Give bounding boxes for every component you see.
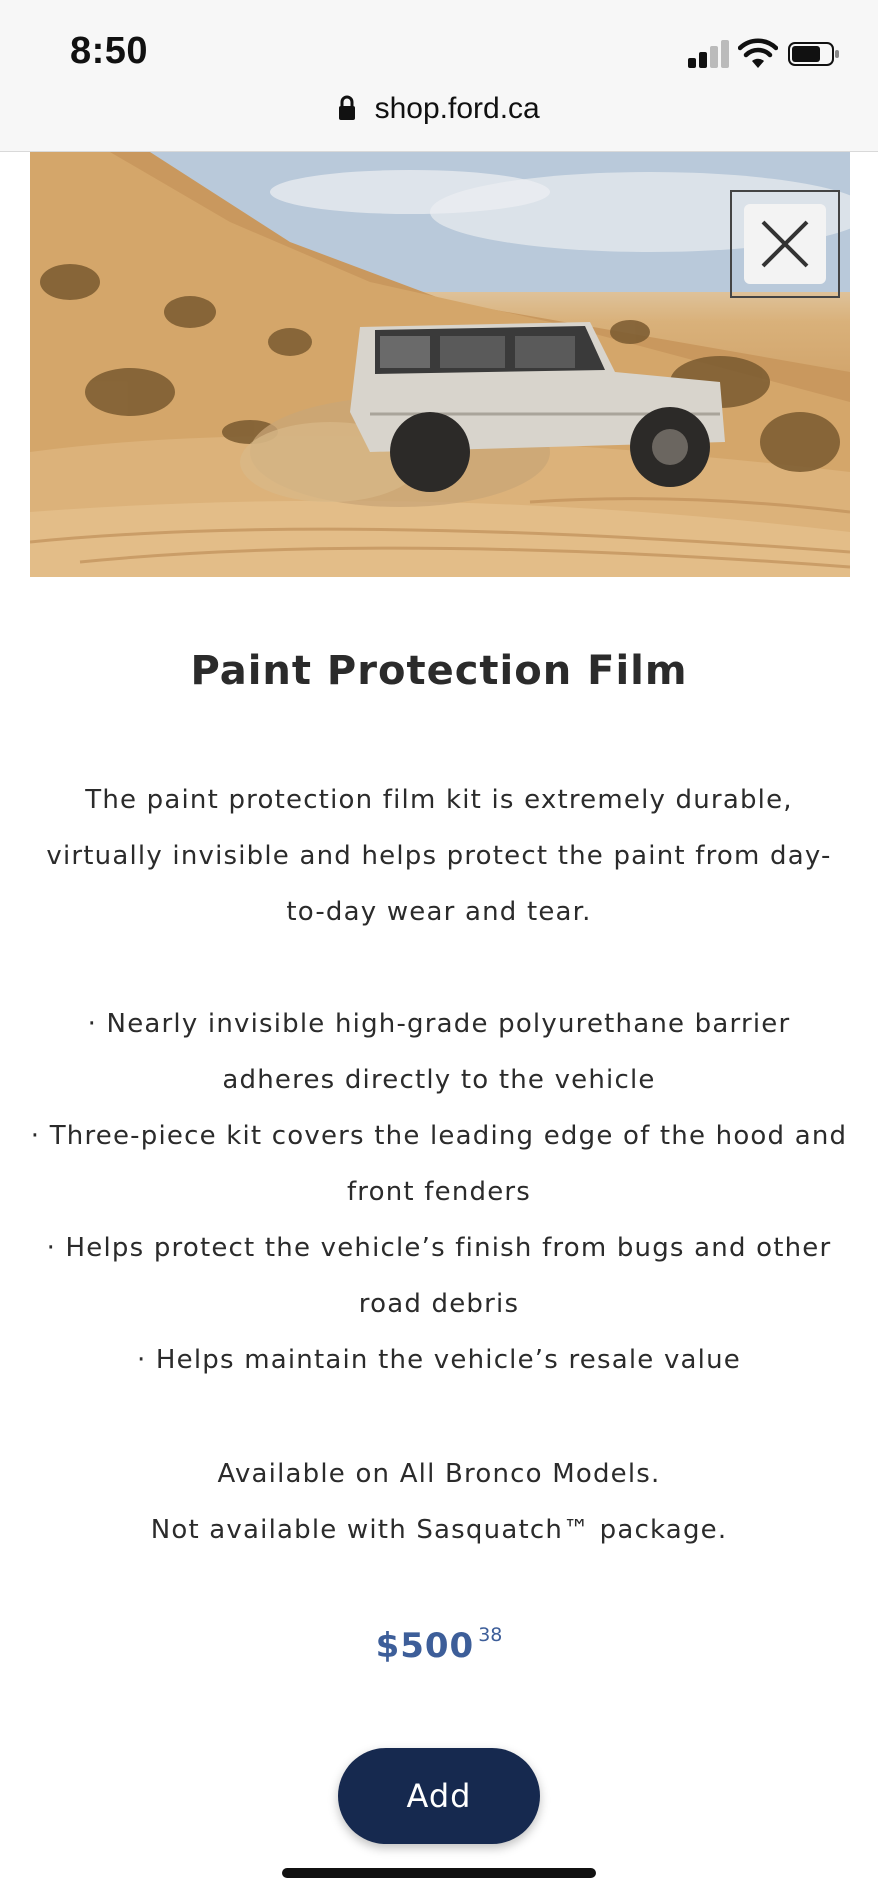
product-price [0, 1624, 878, 1666]
desert-vehicle-illustration [30, 152, 850, 577]
price-cents: 38 [478, 1624, 503, 1646]
url-bar[interactable] [0, 92, 878, 126]
status-bar [0, 0, 878, 152]
cellular-signal-icon [688, 40, 730, 68]
feature-list [30, 996, 848, 1388]
battery-icon [788, 42, 840, 66]
feature-item: · Nearly invisible high-grade polyurethane barrier adheres directly to the vehicle [87, 1009, 791, 1095]
price-dollars: $500 [375, 1626, 475, 1666]
wifi-icon [738, 38, 778, 70]
feature-item: · Helps maintain the vehicle’s resale value [137, 1345, 741, 1375]
add-button[interactable]: Add [338, 1748, 540, 1844]
close-button[interactable] [744, 204, 826, 284]
close-icon [759, 218, 811, 270]
availability-notes [30, 1446, 848, 1558]
lock-icon [338, 95, 356, 121]
url-text: shop.ford.ca [374, 92, 540, 125]
feature-item: · Helps protect the vehicle’s finish from bugs and other road debris [46, 1233, 832, 1319]
product-title: Paint Protection Film [190, 648, 688, 694]
feature-item: · Three-piece kit covers the leading edge of the hood and front fenders [30, 1121, 848, 1207]
availability-line: Not available with Sasquatch™ package. [150, 1515, 728, 1545]
status-time: 8:50 [70, 30, 149, 72]
product-hero-image [30, 152, 850, 577]
home-indicator[interactable] [282, 1868, 596, 1878]
product-description: The paint protection film kit is extremely durable, virtually invisible and helps protect the paint from day-to-day wear and tear. [46, 785, 832, 927]
availability-line: Available on All Bronco Models. [217, 1459, 661, 1489]
